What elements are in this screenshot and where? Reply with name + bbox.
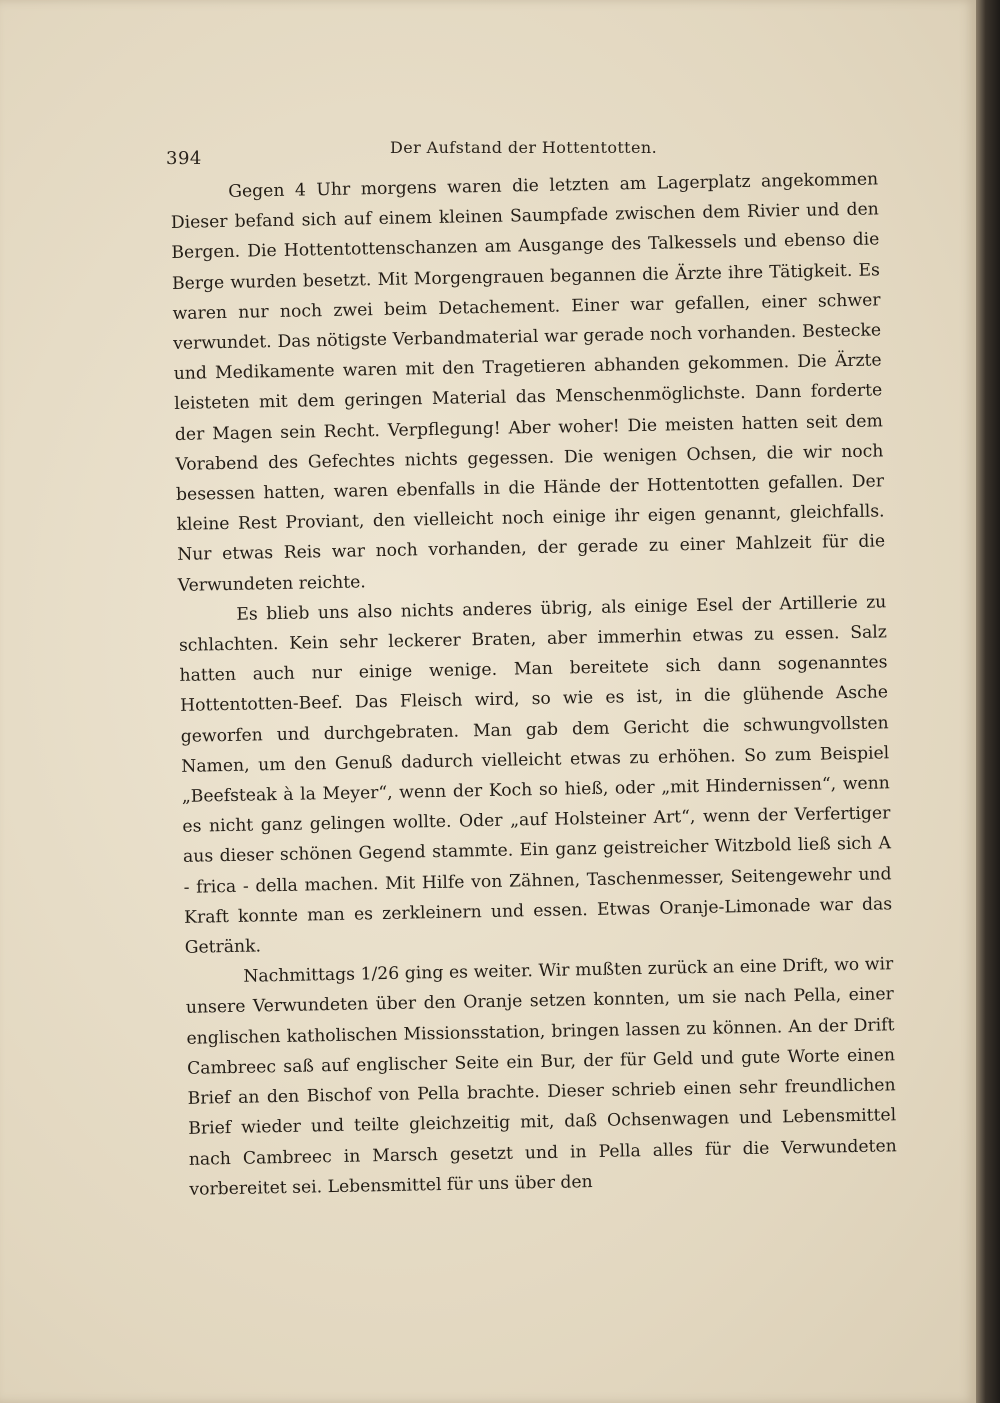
body-text: [170, 164, 898, 1204]
book-spine-edge: [976, 0, 1000, 1403]
paragraph: Es blieb uns also nichts anderes übrig, als einige Esel der Artillerie zu schlachten. Kein sehr leckerer Braten, aber immerhin etwas zu essen. Salz hatten auch nur einige wenige. Man bereitete sich dann sogenanntes Hottentotten-Beef. Das Fleisch wird, so wie es ist, in die glühende Asche geworfen und durchgebraten. Man gab dem Gericht die schwungvollsten Namen, um den Genuß dadurch vielleicht etwas zu erhöhen. So zum Beispiel „Beefsteak à la Meyer“, wenn der Koch so hieß, oder „mit Hindernissen“, wenn es nicht ganz gelingen wollte. Oder „auf Holsteiner Art“, wenn der Verfertiger aus dieser schönen Gegend stammte. Ein ganz geistreicher Witzbold ließ sich A - frica - della machen. Mit Hilfe von Zähnen, Taschenmesser, Seitengewehr und Kraft konnte man es zerkleinern und essen. Etwas Oranje-Limonade war das Getränk.: [178, 592, 893, 958]
page-header: [0, 138, 976, 168]
running-head: Der Aufstand der Hottentotten.: [390, 138, 658, 157]
page-number: 394: [166, 148, 202, 169]
paragraph: Gegen 4 Uhr morgens waren die letzten am Lagerplatz angekommen Dieser befand sich auf einem kleinen Saumpfade zwischen dem Rivier und den Bergen. Die Hottentottenschanzen am Ausgange des Talkessels und ebenso die Berge wurden besetzt. Mit Morgengrauen begannen die Ärzte ihre Tätigkeit. Es waren nur noch zwei beim Detachement. Einer war gefallen, einer schwer verwundet. Das nötigste Verbandmaterial war gerade noch vorhanden. Bestecke und Medikamente waren mit den Tragetieren abhanden gekommen. Die Ärzte leisteten mit dem geringen Material das Menschenmöglichste. Dann forderte der Magen sein Recht. Verpflegung! Aber woher! Die meisten hatten seit dem Vorabend des Gefechtes nichts gegessen. Die wenigen Ochsen, die wir noch besessen hatten, waren ebenfalls in die Hände der Hottentotten gefallen. Der kleine Rest Proviant, den vielleicht noch einige ihr eigen genannt, gleichfalls. Nur etwas Reis war noch vorhanden, der gerade zu einer Mahlzeit für die Verwundeten reichte.: [170, 169, 886, 596]
paragraph: Nachmittags 1/26 ging es weiter. Wir mußten zurück an eine Drift, wo wir unsere Verwundeten über den Oranje setzen konnten, um sie nach Pella, einer englischen katholischen Missionsstation, bringen lassen zu können. An der Drift Cambreec saß auf englischer Seite ein Bur, der für Geld und gute Worte einen Brief an den Bischof von Pella brachte. Dieser schrieb einen sehr freundlichen Brief wieder und teilte gleichzeitig mit, daß Ochsenwagen und Lebensmittel nach Cambreec in Marsch gesetzt und in Pella alles für die Verwundeten vorbereitet sei. Lebensmittel für uns über den: [185, 954, 897, 1200]
